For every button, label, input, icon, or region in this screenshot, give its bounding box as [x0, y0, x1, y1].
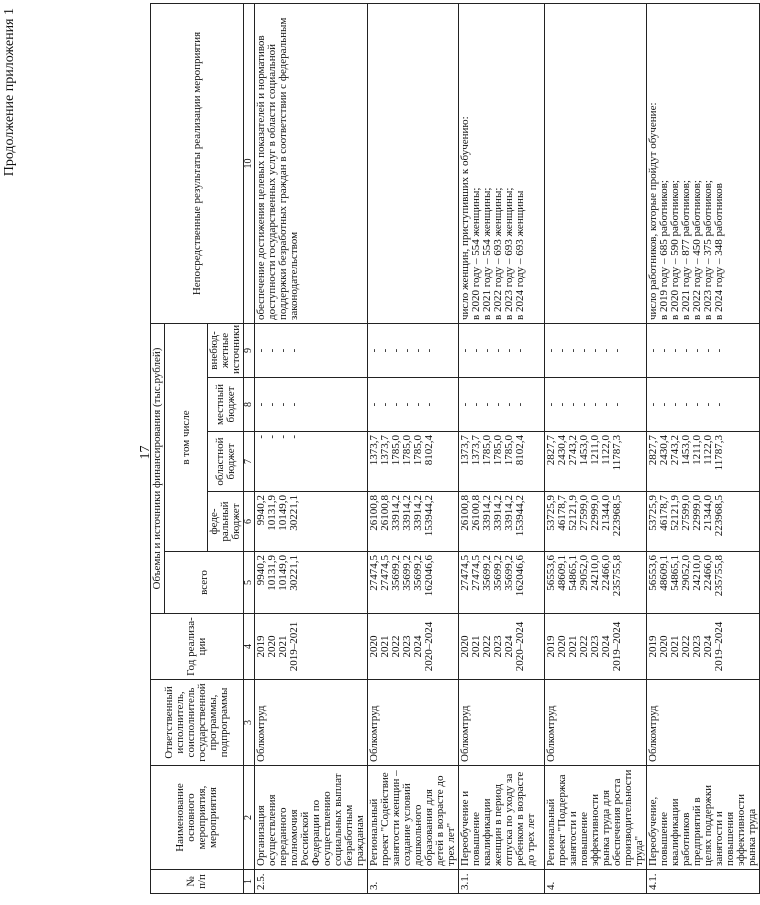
federal-budget-value: 27599,0: [578, 495, 590, 531]
federal-budget: [647, 492, 760, 552]
offbudget-sources: [255, 323, 368, 377]
regional-budget-value: 1785,0: [481, 435, 493, 466]
row-number: 2.5.: [255, 870, 368, 894]
regional-budget-value: 1785,0: [492, 435, 504, 466]
row-number: 3.1.: [459, 870, 545, 894]
regional-budget-value: 2430,4: [556, 435, 568, 466]
federal-budget: [368, 492, 459, 552]
header-col-year: Год реализа-ции: [151, 614, 244, 680]
table-row: [647, 3, 760, 893]
column-number: 1: [244, 870, 255, 894]
years-value: 2024: [600, 635, 612, 658]
local-budget-value: -: [600, 402, 612, 407]
total-amount-value: 235755,8: [713, 555, 725, 597]
measure-name: Региональный проект "Поддержка занятости и повышение эффективности рынка труда для обеспечения роста производительности труда": [545, 766, 647, 870]
total-amount-value: 27474,5: [470, 555, 482, 591]
expected-result: [545, 3, 647, 323]
row-number: 3.: [368, 870, 459, 894]
column-number: 4: [244, 614, 255, 680]
federal-budget-value: 26100,8: [459, 495, 471, 531]
total-amount-value: 162046,6: [514, 555, 526, 597]
expected-result-value: в 2022 году – 693 женщины;: [492, 187, 504, 320]
federal-budget-value: 26100,8: [470, 495, 482, 531]
federal-budget-value: 22999,0: [691, 495, 703, 531]
offbudget-sources-value: -: [556, 348, 568, 353]
expected-result: [647, 3, 760, 323]
local-budget-value: -: [481, 402, 493, 407]
total-amount-value: 162046,6: [423, 555, 435, 597]
header-col-name: Наименование основного мероприятия, мероприятия: [151, 766, 244, 870]
offbudget-sources-value: -: [669, 348, 681, 353]
local-budget-value: -: [379, 402, 391, 407]
years-value: 2023: [691, 635, 703, 658]
regional-budget: [647, 432, 760, 492]
header-col-executor: Ответственный исполнитель, соисполнитель государственной программы, подпрограммы: [151, 680, 244, 766]
total-amount: [647, 552, 760, 614]
regional-budget-value: 1211,0: [589, 435, 601, 465]
expected-result-value: в 2024 году – 693 женщины: [514, 190, 526, 320]
row-number: 4.1.: [647, 870, 760, 894]
offbudget-sources: [647, 323, 760, 377]
total-amount-value: 48609,1: [556, 555, 568, 591]
total-amount: [255, 552, 368, 614]
regional-budget-value: 2430,4: [658, 435, 670, 466]
federal-budget-value: 33914,2: [390, 495, 402, 531]
local-budget-value: -: [412, 402, 424, 407]
federal-budget-value: 153944,2: [423, 495, 435, 537]
offbudget-sources: [459, 323, 545, 377]
local-budget-value: -: [713, 402, 725, 407]
total-amount-value: 29052,0: [680, 555, 692, 591]
offbudget-sources: [368, 323, 459, 377]
local-budget-value: -: [658, 402, 670, 407]
total-amount-value: 24210,0: [691, 555, 703, 591]
federal-budget-value: 26100,8: [368, 495, 380, 531]
offbudget-sources-value: -: [492, 348, 504, 353]
federal-budget-value: 26100,8: [379, 495, 391, 531]
offbudget-sources-value: -: [459, 348, 471, 353]
federal-budget-value: 33914,2: [492, 495, 504, 531]
federal-budget-value: 30221,1: [288, 495, 300, 531]
header-col-results: Непосредственные результаты реализации мероприятия: [151, 3, 244, 323]
measure-name: Переобучение и повышение квалификации женщин в период отпуска по уходу за ребенком в возрасте до трех лет: [459, 766, 545, 870]
total-amount-value: 56553,6: [545, 555, 557, 591]
regional-budget-value: 1785,0: [401, 435, 413, 466]
regional-budget-value: 2743,2: [567, 435, 579, 466]
regional-budget-value: 8102,4: [514, 435, 526, 466]
years-value: 2022: [578, 635, 590, 658]
regional-budget-value: 1453,0: [680, 435, 692, 466]
offbudget-sources-value: -: [545, 348, 557, 353]
local-budget-value: -: [578, 402, 590, 407]
regional-budget-value: 2827,7: [545, 435, 557, 466]
regional-budget-value: 11787,3: [611, 435, 623, 471]
total-amount-value: 27474,5: [379, 555, 391, 591]
offbudget-sources-value: -: [390, 348, 402, 353]
offbudget-sources-value: -: [713, 348, 725, 353]
regional-budget-value: 2827,7: [647, 435, 659, 466]
offbudget-sources-value: -: [514, 348, 526, 353]
column-number: 3: [244, 680, 255, 766]
federal-budget-value: 223968,5: [713, 495, 725, 537]
header-col-offbudget: внебюд-жетные источники: [208, 323, 244, 377]
total-amount-value: 35699,2: [492, 555, 504, 591]
expected-result: [459, 3, 545, 323]
local-budget-value: -: [492, 402, 504, 407]
federal-budget-value: 46178,7: [556, 495, 568, 531]
years-value: 2019: [647, 635, 659, 658]
federal-budget-value: 9940,2: [255, 495, 267, 526]
regional-budget: [368, 432, 459, 492]
federal-budget-value: 52121,9: [567, 495, 579, 531]
expected-result-value: в 2020 году – 554 женщины;: [470, 187, 482, 320]
local-budget-value: -: [390, 402, 402, 407]
years-value: 2023: [401, 635, 413, 658]
table-row: [368, 3, 459, 893]
years-value: 2021: [470, 635, 482, 658]
total-amount-value: 29052,0: [578, 555, 590, 591]
column-number: 2: [244, 766, 255, 870]
executor: Облкомтруд: [459, 680, 545, 766]
expected-result-value: в 2021 году – 554 женщины;: [481, 187, 493, 320]
federal-budget-value: 27599,0: [680, 495, 692, 531]
expected-result-value: обеспечение достижения целевых показателей и нормативов доступности государственных услуг в области социальной поддержки безработных граждан в соответствии с федеральным законодательством: [255, 17, 300, 320]
federal-budget-value: 52121,9: [669, 495, 681, 531]
regional-budget-value: -: [277, 435, 289, 439]
years-value: 2021: [277, 635, 289, 658]
years-value: 2020: [556, 635, 568, 658]
executor: Облкомтруд: [647, 680, 760, 766]
executor: Облкомтруд: [255, 680, 368, 766]
local-budget-value: -: [255, 402, 267, 407]
years-value: 2024: [503, 635, 515, 658]
local-budget: [368, 378, 459, 432]
federal-budget: [255, 492, 368, 552]
executor: Облкомтруд: [368, 680, 459, 766]
header-col-regional: областной бюджет: [208, 432, 244, 492]
table-header: [151, 3, 255, 893]
total-amount-value: 54865,1: [669, 555, 681, 591]
federal-budget-value: 21344,0: [702, 495, 714, 531]
offbudget-sources-value: -: [255, 348, 267, 353]
regional-budget-value: -: [288, 435, 300, 439]
years-value: 2022: [390, 635, 402, 658]
federal-budget: [459, 492, 545, 552]
years-value: 2021: [567, 635, 579, 658]
expected-result-value: число женщин, приступивших к обучению:: [459, 116, 471, 320]
expected-result-value: в 2021 году – 877 работников;: [680, 180, 692, 320]
years-value: 2020–2024: [423, 621, 435, 672]
offbudget-sources-value: -: [691, 348, 703, 353]
column-number: 9: [244, 323, 255, 377]
measure-name: Переобучение, повышение квалификации работников предприятий в целях поддержки занятости и повышения эффективности рынка труда: [647, 766, 760, 870]
federal-budget-value: 33914,2: [503, 495, 515, 531]
years-value: 2020–2024: [514, 621, 526, 672]
regional-budget: [255, 432, 368, 492]
years-value: 2021: [379, 635, 391, 658]
offbudget-sources-value: -: [503, 348, 515, 353]
expected-result: [255, 3, 368, 323]
regional-budget: [459, 432, 545, 492]
total-amount-value: 235755,8: [611, 555, 623, 597]
total-amount-value: 30221,1: [288, 555, 300, 591]
local-budget-value: -: [514, 402, 526, 407]
column-number: 10: [244, 3, 255, 323]
years-value: 2019–2024: [713, 621, 725, 672]
offbudget-sources-value: -: [423, 348, 435, 353]
total-amount-value: 54865,1: [567, 555, 579, 591]
local-budget-value: -: [277, 402, 289, 407]
federal-budget-value: 33914,2: [481, 495, 493, 531]
expected-result: [368, 3, 459, 323]
local-budget-value: -: [589, 402, 601, 407]
offbudget-sources-value: -: [379, 348, 391, 353]
local-budget-value: -: [545, 402, 557, 407]
federal-budget-value: 10131,9: [266, 495, 278, 531]
header-col-total: всего: [165, 552, 244, 614]
regional-budget-value: 1785,0: [390, 435, 402, 466]
regional-budget-value: -: [266, 435, 278, 439]
federal-budget-value: 223968,5: [611, 495, 623, 537]
years-value: 2023: [492, 635, 504, 658]
years-value: 2019–2024: [611, 621, 623, 672]
local-budget-value: -: [669, 402, 681, 407]
appendix-title: Продолжение приложения 1: [2, 8, 17, 177]
offbudget-sources-value: -: [680, 348, 692, 353]
total-amount-value: 27474,5: [368, 555, 380, 591]
expected-result-value: в 2023 году – 375 работников;: [702, 180, 714, 320]
local-budget-value: -: [459, 402, 471, 407]
years-value: 2024: [412, 635, 424, 658]
federal-budget: [545, 492, 647, 552]
total-amount-value: 35699,2: [401, 555, 413, 591]
column-number: 7: [244, 432, 255, 492]
offbudget-sources-value: -: [589, 348, 601, 353]
federal-budget-value: 46178,7: [658, 495, 670, 531]
years: [459, 614, 545, 680]
header-in-that-number: в том числе: [165, 323, 208, 551]
total-amount-value: 48609,1: [658, 555, 670, 591]
expected-result-value: в 2020 году – 590 работников;: [669, 180, 681, 320]
local-budget-value: -: [266, 402, 278, 407]
years-value: 2020: [266, 635, 278, 658]
offbudget-sources-value: -: [277, 348, 289, 353]
expected-result-value: в 2024 году – 348 работников: [713, 183, 725, 320]
header-col-federal: феде-ральный бюджет: [208, 492, 244, 552]
column-number: 8: [244, 378, 255, 432]
table-row: [545, 3, 647, 893]
years-value: 2020: [368, 635, 380, 658]
offbudget-sources-value: -: [702, 348, 714, 353]
expected-result-value: в 2019 году – 685 работников;: [658, 180, 670, 320]
local-budget-value: -: [567, 402, 579, 407]
regional-budget-value: 1785,0: [412, 435, 424, 466]
regional-budget-value: 8102,4: [423, 435, 435, 466]
years-value: 2020: [658, 635, 670, 658]
column-number-row: [244, 3, 255, 893]
local-budget: [459, 378, 545, 432]
header-col-number: № п/п: [151, 870, 244, 894]
offbudget-sources-value: -: [658, 348, 670, 353]
column-number: 5: [244, 552, 255, 614]
regional-budget-value: 1373,7: [470, 435, 482, 466]
total-amount: [545, 552, 647, 614]
local-budget-value: -: [288, 402, 300, 407]
total-amount-value: 22466,0: [600, 555, 612, 591]
offbudget-sources-value: -: [481, 348, 493, 353]
executor: Облкомтруд: [545, 680, 647, 766]
years: [255, 614, 368, 680]
local-budget-value: -: [470, 402, 482, 407]
total-amount-value: 35699,2: [503, 555, 515, 591]
years-value: 2022: [481, 635, 493, 658]
regional-budget-value: 1122,0: [702, 435, 714, 465]
header-col-local: местный бюджет: [208, 378, 244, 432]
local-budget-value: -: [691, 402, 703, 407]
years: [647, 614, 760, 680]
measure-name: Организация осуществления переданного полномочия Российской Федерации по осуществлению социальных выплат безработным гражданам: [255, 766, 368, 870]
measure-name: Региональный проект "Содействие занятости женщин – создание условий дошкольного образования для детей в возрасте до трех лет": [368, 766, 459, 870]
federal-budget-value: 33914,2: [412, 495, 424, 531]
total-amount-value: 27474,5: [459, 555, 471, 591]
total-amount-value: 10131,9: [266, 555, 278, 591]
offbudget-sources-value: -: [611, 348, 623, 353]
offbudget-sources-value: -: [368, 348, 380, 353]
federal-budget-value: 53725,9: [545, 495, 557, 531]
total-amount-value: 9940,2: [255, 555, 267, 586]
offbudget-sources-value: -: [266, 348, 278, 353]
federal-budget-value: 10149,0: [277, 495, 289, 531]
local-budget-value: -: [702, 402, 714, 407]
years-value: 2022: [680, 635, 692, 658]
regional-budget-value: 1211,0: [691, 435, 703, 465]
local-budget: [647, 378, 760, 432]
expected-result-value: число работников, которые пройдут обучение:: [647, 102, 659, 320]
federal-budget-value: 21344,0: [600, 495, 612, 531]
local-budget-value: -: [503, 402, 515, 407]
federal-budget-value: 33914,2: [401, 495, 413, 531]
years-value: 2019: [255, 635, 267, 658]
header-funding-group: Объемы и источники финансирования (тыс.рублей): [151, 323, 165, 613]
local-budget-value: -: [680, 402, 692, 407]
years: [368, 614, 459, 680]
total-amount-value: 35699,2: [481, 555, 493, 591]
local-budget: [255, 378, 368, 432]
years: [545, 614, 647, 680]
federal-budget-value: 153944,2: [514, 495, 526, 537]
total-amount: [459, 552, 545, 614]
regional-budget-value: 1122,0: [600, 435, 612, 465]
table-row: [459, 3, 545, 893]
offbudget-sources-value: -: [288, 348, 300, 353]
total-amount: [368, 552, 459, 614]
offbudget-sources-value: -: [412, 348, 424, 353]
page-number: 17: [138, 445, 153, 460]
local-budget-value: -: [368, 402, 380, 407]
funding-table: [150, 3, 760, 894]
regional-budget-value: 1373,7: [459, 435, 471, 466]
regional-budget-value: 1785,0: [503, 435, 515, 466]
offbudget-sources-value: -: [567, 348, 579, 353]
offbudget-sources-value: -: [578, 348, 590, 353]
total-amount-value: 24210,0: [589, 555, 601, 591]
regional-budget-value: 11787,3: [713, 435, 725, 471]
offbudget-sources-value: -: [401, 348, 413, 353]
row-number: 4.: [545, 870, 647, 894]
total-amount-value: 22466,0: [702, 555, 714, 591]
regional-budget-value: 1373,7: [368, 435, 380, 466]
total-amount-value: 56553,6: [647, 555, 659, 591]
local-budget-value: -: [647, 402, 659, 407]
years-value: 2019–2021: [288, 621, 300, 672]
local-budget-value: -: [611, 402, 623, 407]
federal-budget-value: 53725,9: [647, 495, 659, 531]
expected-result-value: в 2022 году – 450 работников;: [691, 180, 703, 320]
local-budget-value: -: [401, 402, 413, 407]
offbudget-sources-value: -: [470, 348, 482, 353]
total-amount-value: 35699,2: [412, 555, 424, 591]
years-value: 2024: [702, 635, 714, 658]
local-budget-value: -: [556, 402, 568, 407]
regional-budget: [545, 432, 647, 492]
years-value: 2021: [669, 635, 681, 658]
local-budget: [545, 378, 647, 432]
offbudget-sources-value: -: [647, 348, 659, 353]
column-number: 6: [244, 492, 255, 552]
years-value: 2020: [459, 635, 471, 658]
federal-budget-value: 22999,0: [589, 495, 601, 531]
total-amount-value: 35699,2: [390, 555, 402, 591]
regional-budget-value: 1453,0: [578, 435, 590, 466]
regional-budget-value: -: [255, 435, 267, 439]
table-row: [255, 3, 368, 893]
local-budget-value: -: [423, 402, 435, 407]
total-amount-value: 10149,0: [277, 555, 289, 591]
expected-result-value: в 2023 году – 693 женщины;: [503, 187, 515, 320]
years-value: 2023: [589, 635, 601, 658]
offbudget-sources-value: -: [600, 348, 612, 353]
regional-budget-value: 1373,7: [379, 435, 391, 466]
offbudget-sources: [545, 323, 647, 377]
regional-budget-value: 2743,2: [669, 435, 681, 466]
years-value: 2019: [545, 635, 557, 658]
table-body: [255, 3, 760, 893]
